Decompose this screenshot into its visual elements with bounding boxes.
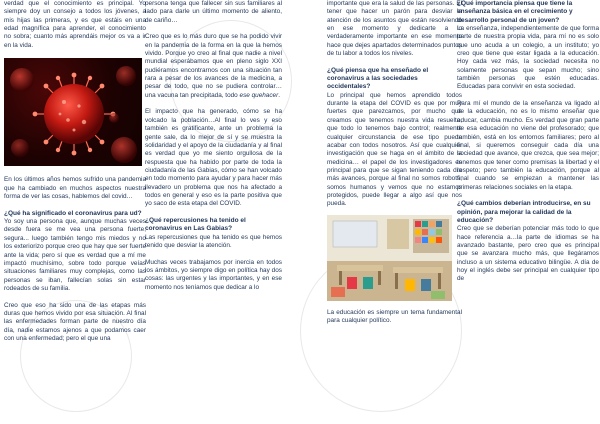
coronavirus-photo [4, 58, 142, 166]
paragraph-text: . [278, 91, 281, 99]
question-heading: ¿Qué repercusiones ha tenido el coronavirus en Las Gabias? [145, 216, 246, 233]
paragraph: importante que era la salud de las personas. El tener que hacer un parón para desviar la atención de los asuntos que están resolviendo en ese momento y dedicarte a lo verdaderamente importante en ese momento hace que dejes apartados determinados puntos de tu labor a todos los niveles. [327, 0, 462, 58]
photo-caption: La educación es siempre un tema fundamental para cualquier político. [327, 308, 462, 324]
column-1 [4, 0, 146, 424]
question-heading: ¿Qué importancia piensa que tiene la enseñanza básica en el crecimiento y desarrollo personal de un joven? [457, 0, 573, 24]
answer-paragraph: La enseñanza, independientemente de que forma parte de nuestra propia vida, para mí no es solo que uno acuda a un colegio, a un instituto; yo creo que tiene que estar ligada a la educación. Hoy cada vez más, la sociedad necesita no solamente personas que sepan mucho; sino también personas que estén educadas. Educadas para convivir en esta sociedad. [457, 25, 599, 91]
paragraph-text: Creo que es lo más duro que se ha podido vivir en la pandemia de la forma en la que la hemos vivido. Porque yo creo al final que nadie a nivel mundial esperábamos que en pleno siglo XXI pudiéramos encontrarnos con una situación tan rara a pesar de los avances de la medicina, a pesar de todo, que no se pudiera controlar… una vacuna tan precipitada, todo [145, 33, 282, 99]
column-2 [145, 0, 282, 424]
coronavirus-illustration [4, 58, 142, 166]
paragraph: Para mí el mundo de la enseñanza va ligado al de la educación, no es lo mismo enseñar que educar, cambia mucho. Es verdad que gran parte de esa educación no viene del profesorado; que también, está en los entornos familiares; pero al final, si queremos conseguir cada día una sociedad que avance, que crezca, que sea mejor; tenemos que tener como premisas la libertad y el respeto; pero también la educación, porque al final cuando se empiezan a mantener las primeras relaciones sociales en la etapa. [457, 100, 599, 191]
column-4 [457, 0, 599, 424]
answer-paragraph: Las repercusiones que ha tenido es que hemos tenido que desviar la atención. [145, 233, 282, 249]
paragraph [145, 33, 282, 100]
answer-paragraph: Lo principal que hemos aprendido todos durante la etapa del COVID es que por muy fuertes que parezcamos, por mucho que creamos que tenemos nuestra vida resuelta, que todo lo tenemos bajo control; realmente cualquier circunstancia de ese tipo puede acabar con todos nosotros. Así que cualquier investigación que se haga en el ámbito de la medicina… el papel de los investigadores es principal para que se sigan teniendo cada día más avances, porque al final no somos robots, somos humanos y vemos que no estamos protegidos, puede llegar a algo así que nos pueda. [327, 91, 462, 208]
column-3 [327, 0, 462, 424]
question-heading: ¿Qué ha significado el coronavirus para ud? [4, 209, 142, 217]
paragraph: Muchas veces trabajamos por inercia en todos los ámbitos, yo siempre digo en política hay dos cosas: las urgentes y las importantes, y en ese momento nos teníamos que dedicar a lo [145, 258, 282, 291]
paragraph: persona tenga que fallecer sin sus familiares al lado para darle un último momento de aliento, de cariño… [145, 0, 282, 24]
question-heading: ¿Qué piensa que ha enseñado el coronavirus a las sociedades occidentales? [327, 66, 429, 91]
closing-paragraph: Creo que eso ha sido una de las etapas más duras que hemos vivido por esa situación. Al final las enfermedades forman parte de nuestro día día, nadie estamos ajenos a que podamos caer con una enfermedad; pero el que una [4, 301, 146, 342]
after-photo-paragraph: En los últimos años hemos sufrido una pandemia que ha cambiado en muchos aspectos nuestra forma de ver las cosas, hablemos del covid… [4, 176, 146, 201]
italic-text: ese quehacer [239, 91, 279, 99]
answer-paragraph: Yo soy una persona que, aunque muchas veces desde fuera se me vea una persona fuerte, segura... luego también tengo mis miedos y no los exteriorizo porque creo que hay que ser fuerte ante la vida; pero sí que es verdad que a mí me impactó muchísimo, sobre todo porque veías situaciones familiares muy complejas, como las personas se iban, fallecían solas sin estar rodeados de su familia. [4, 218, 146, 292]
paragraph: El impacto que ha generado, cómo se ha volcado la población…Al final lo ves y eso también es gratificante, ante un problema la gente sale, da lo mejor de sí y se muestra la solidaridad y el apoyo de la ciudadanía y al final es verdad que yo me siento orgullosa de la respuesta que ha habido por parte de toda la ciudadanía de las Gabias, cómo se han volcado en todo momento para ayudar y para hacer más llevadero un problema que nos ha afectado a todos en general y eso es la parte positiva que yo saco de esta etapa del COVID. [145, 108, 282, 208]
question-heading: ¿Qué cambios deberían introducirse, en su opinión, para mejorar la calidad de la educación? [457, 200, 591, 224]
answer-paragraph: Creo que se deberían potenciar más todo lo que hace referencia a…la parte de idiomas se ha avanzado bastante, pero creo que es principal que se avanzara mucho más, que llegáramos incluso a un sistema educativo bilingüe. A día de hoy el inglés debe ser principal en cualquier tipo de [457, 225, 599, 283]
intro-paragraph: verdad que el conocimiento es principal. Yo siempre doy un consejo a todos los jóvenes, a mis hijas las primeras, y es que estáis en una edad magnífica para aprender, el conocimiento no sobra; cuanto más aprendáis mejor os va a ir en la vida. [4, 0, 146, 49]
classroom-photo [327, 215, 452, 301]
classroom-illustration [327, 215, 452, 301]
